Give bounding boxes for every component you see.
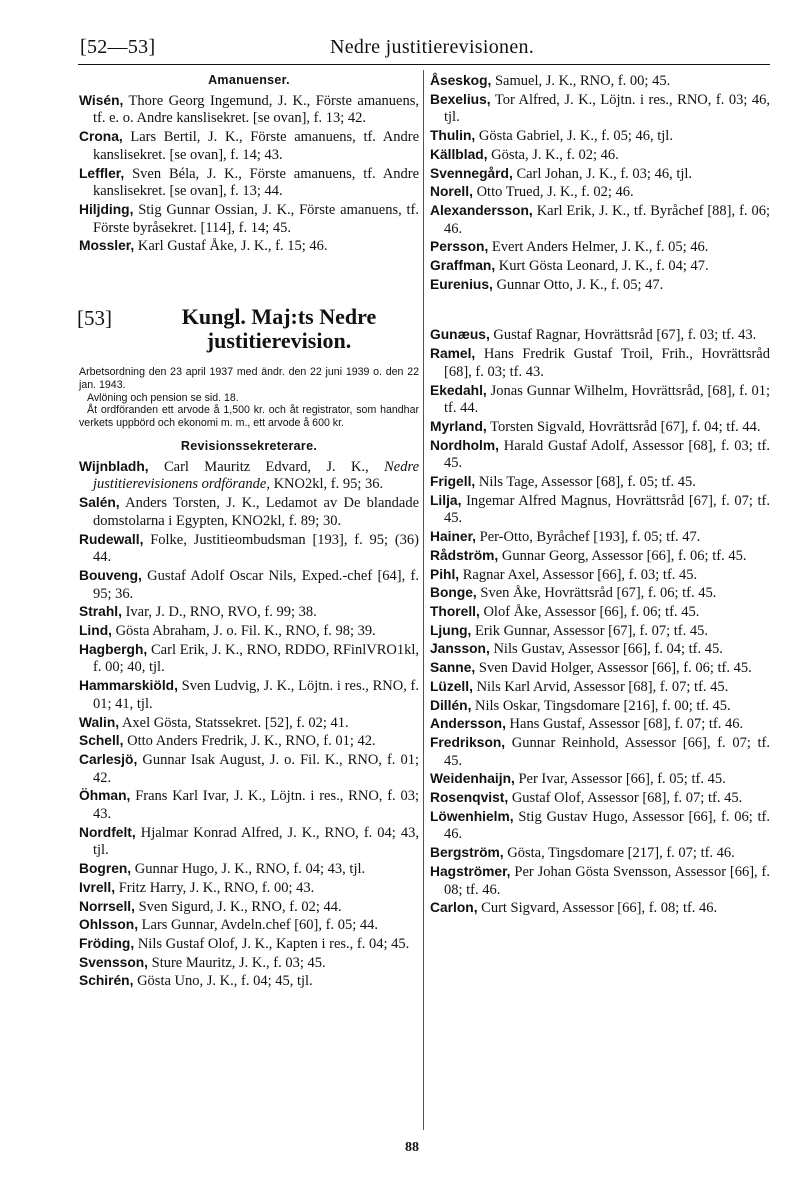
list-item bbox=[79, 128, 419, 164]
entry-name: Myrland, bbox=[430, 418, 487, 434]
entry-text: Harald Gustaf Adolf, Assessor [68], f. 03; tf. 45. bbox=[444, 437, 770, 472]
entry-name: Lüzell, bbox=[430, 678, 473, 694]
entry-text: Anders Torsten, J. K., Ledamot av De blandade domstolarna i Egypten, KNO2kl, f. 89; 30. bbox=[93, 495, 420, 529]
entry-name: Norell, bbox=[430, 184, 473, 200]
entry-name: Ljung, bbox=[430, 622, 472, 638]
list-item bbox=[430, 863, 770, 899]
list-item bbox=[430, 734, 770, 770]
entry-name: Hagströmer, bbox=[430, 863, 511, 879]
list-item bbox=[79, 787, 419, 823]
section-heading-revisionssekreterare: Revisionssekreterare. bbox=[180, 439, 318, 454]
left-column bbox=[79, 72, 419, 991]
list-item bbox=[79, 954, 419, 973]
entry-name: Fröding, bbox=[79, 936, 135, 951]
list-item bbox=[79, 603, 419, 622]
entry-name: Ivrell, bbox=[79, 879, 116, 895]
entry-name: Persson, bbox=[430, 239, 489, 255]
entry-text: Erik Gunnar, Assessor [67], f. 07; tf. 45. bbox=[475, 622, 709, 639]
list-item bbox=[430, 345, 770, 381]
list-item bbox=[79, 494, 419, 530]
entry-text: Ragnar Axel, Assessor [66], f. 03; tf. 45. bbox=[462, 566, 698, 583]
list-item bbox=[430, 382, 770, 418]
entry-text: Olof Åke, Assessor [66], f. 06; tf. 45. bbox=[483, 603, 700, 620]
entry-text: Gunnar Reinhold, Assessor [66], f. 07; tf. 45. bbox=[444, 734, 770, 769]
list-item bbox=[79, 641, 419, 677]
entry-text: Nils Tage, Assessor [68], f. 05; tf. 45. bbox=[478, 474, 696, 491]
entry-text: Carl Johan, J. K., f. 03; 46, tjl. bbox=[516, 165, 693, 182]
entry-name: Pihl, bbox=[430, 566, 460, 582]
entry-name: Mossler, bbox=[79, 238, 135, 254]
entry-text: Karl Gustaf Åke, J. K., f. 15; 46. bbox=[137, 238, 328, 255]
entry-name: Carlesjö, bbox=[79, 751, 138, 767]
entry-name: Ekedahl, bbox=[430, 382, 487, 398]
list-item bbox=[430, 770, 770, 789]
list-item bbox=[430, 146, 770, 165]
entry-text: Sven Béla, J. K., Förste amanuens, tf. Andre kanslisekret. [se ovan], f. 13; 44. bbox=[93, 165, 420, 200]
list-item bbox=[430, 492, 770, 528]
entry-name: Weidenhaijn, bbox=[430, 771, 515, 787]
entry-text: Jonas Gunnar Wilhelm, Hovrättsråd, [68], f. 01; tf. 44. bbox=[444, 382, 770, 417]
list-item bbox=[430, 659, 770, 678]
list-item bbox=[430, 584, 770, 603]
entry-name: Hiljding, bbox=[79, 201, 134, 217]
entry-text: Tor Alfred, J. K., Löjtn. i res., RNO, f. 03; 46, tjl. bbox=[444, 91, 770, 126]
entry-name: Alexandersson, bbox=[430, 202, 533, 218]
entry-text: Otto Anders Fredrik, J. K., RNO, f. 01; 42. bbox=[127, 733, 376, 750]
entry-name: Wisén, bbox=[79, 92, 124, 108]
entry-name: Svennegård, bbox=[430, 165, 513, 181]
entry-text: Nils Gustav, Assessor [66], f. 04; tf. 45. bbox=[493, 641, 723, 658]
right-column bbox=[430, 72, 770, 918]
entry-text: Carl Erik, J. K., RNO, RDDO, RFinlVRO1kl, f. 00; 40, tjl. bbox=[93, 641, 419, 676]
entry-name: Andersson, bbox=[430, 716, 506, 732]
entry-name: Svensson, bbox=[79, 954, 149, 970]
entry-text: Sven Åke, Hovrättsråd [67], f. 06; tf. 45. bbox=[480, 585, 717, 602]
list-item bbox=[430, 202, 770, 238]
entry-text: Folke, Justitieombudsman [193], f. 95; (36) 44. bbox=[93, 531, 420, 566]
right-upper-list bbox=[430, 72, 770, 294]
entry-text: Hjalmar Konrad Alfred, J. K., RNO, f. 04; 43, tjl. bbox=[93, 824, 419, 859]
entry-name: Carlon, bbox=[430, 900, 478, 916]
entry-text: Gustaf Ragnar, Hovrättsråd [67], f. 03; tf. 43. bbox=[493, 327, 757, 344]
page-header bbox=[80, 36, 770, 62]
list-item bbox=[79, 824, 419, 860]
page-number: 88 bbox=[405, 1140, 419, 1155]
entry-name: Graffman, bbox=[430, 258, 496, 274]
entry-name: Nordfelt, bbox=[79, 824, 136, 840]
list-item bbox=[79, 237, 419, 256]
entry-text: Gustaf Adolf Oscar Nils, Exped.-chef [64], f. 95; 36. bbox=[93, 567, 419, 602]
entry-name: Bergström, bbox=[430, 845, 504, 861]
entry-name: Bonge, bbox=[430, 585, 477, 601]
note-arbetsordning: Arbetsordning den 23 april 1937 med ändr. den 22 juni 1939 o. den 22 jan. 1943. bbox=[79, 366, 419, 391]
entry-name: Ohlsson, bbox=[79, 917, 139, 933]
entry-name: Salén, bbox=[79, 495, 120, 511]
list-item bbox=[430, 808, 770, 844]
note-arvode: Åt ordföranden ett arvode å 1,500 kr. och åt registrator, som handhar verkets uppbörd och ekonomi m. m., ett arvode å 600 kr. bbox=[79, 404, 419, 430]
entry-name: Sanne, bbox=[430, 660, 476, 676]
list-item bbox=[430, 622, 770, 641]
section-title bbox=[79, 302, 419, 366]
entry-name: Öhman, bbox=[79, 788, 131, 804]
list-item bbox=[79, 860, 419, 879]
entry-text: Ingemar Alfred Magnus, Hovrättsråd [67], f. 07; tf. 45. bbox=[444, 492, 770, 527]
entry-italic: Nedre justitierevisionens ordförande, bbox=[93, 458, 420, 493]
entry-name: Dillén, bbox=[430, 697, 472, 713]
entry-name: Leffler, bbox=[79, 165, 125, 181]
entry-name: Lind, bbox=[79, 623, 112, 639]
list-item bbox=[430, 238, 770, 257]
entry-text: Gunnar Otto, J. K., f. 05; 47. bbox=[496, 276, 664, 293]
entry-name: Crona, bbox=[79, 129, 123, 145]
entry-name: Nordholm, bbox=[430, 437, 499, 453]
list-item bbox=[79, 972, 419, 991]
entry-text: Gunnar Isak August, J. o. Fil. K., RNO, f. 01; 42. bbox=[93, 751, 420, 786]
entry-name: Ramel, bbox=[430, 346, 476, 362]
entry-name: Jansson, bbox=[430, 641, 490, 657]
entry-name: Rudewall, bbox=[79, 531, 144, 547]
entry-text: Fritz Harry, J. K., RNO, f. 00; 43. bbox=[118, 879, 315, 896]
list-item bbox=[430, 528, 770, 547]
entry-text: Curt Sigvard, Assessor [66], f. 08; tf. 46. bbox=[481, 900, 718, 917]
list-item bbox=[430, 418, 770, 437]
page-range: [52—53] bbox=[80, 36, 156, 58]
list-item bbox=[79, 916, 419, 935]
revisionssekreterare-list bbox=[79, 494, 419, 991]
entry-text: Per Ivar, Assessor [66], f. 05; tf. 45. bbox=[518, 771, 726, 788]
entry-text: Nils Gustaf Olof, J. K., Kapten i res., f. 04; 45. bbox=[137, 936, 410, 952]
entry-name: Hagbergh, bbox=[79, 641, 148, 657]
entry-text: Gösta Uno, J. K., f. 04; 45, tjl. bbox=[137, 973, 313, 990]
entry-name: Bogren, bbox=[79, 861, 132, 877]
entry-text: KNO2kl, f. 95; 36. bbox=[273, 476, 384, 493]
entry-text: Gösta Abraham, J. o. Fil. K., RNO, f. 98; 39. bbox=[115, 623, 376, 640]
entry-name: Lilja, bbox=[430, 492, 462, 508]
entry-name: Löwenhielm, bbox=[430, 808, 514, 824]
entry-text: Nils Oskar, Tingsdomare [216], f. 00; tf. 45. bbox=[475, 697, 731, 714]
running-title: Nedre justitierevisionen. bbox=[330, 36, 535, 58]
list-item bbox=[79, 751, 419, 787]
list-item bbox=[79, 714, 419, 733]
entry-name: Åseskog, bbox=[430, 73, 492, 88]
list-item bbox=[79, 732, 419, 751]
section-title-line2: justitierevision. bbox=[206, 328, 352, 354]
list-item bbox=[430, 72, 770, 91]
list-item bbox=[430, 547, 770, 566]
entry-name: Wijnbladh, bbox=[79, 458, 149, 474]
entry-text: Lars Bertil, J. K., Förste amanuens, tf. Andre kanslisekret. [se ovan], f. 14; 43. bbox=[93, 129, 419, 163]
entry-text: Sven David Holger, Assessor [66], f. 06; tf. 45. bbox=[478, 660, 752, 677]
list-item bbox=[79, 92, 419, 128]
entry-name: Strahl, bbox=[79, 604, 122, 620]
entry-name: Bouveng, bbox=[79, 567, 142, 583]
entry-text: Per-Otto, Byråchef [193], f. 05; tf. 47. bbox=[479, 529, 701, 546]
column-divider bbox=[423, 70, 424, 1130]
list-item bbox=[79, 898, 419, 917]
entry-text: Carl Mauritz Edvard, J. K., bbox=[163, 458, 369, 475]
entry-name: Hainer, bbox=[430, 529, 477, 545]
list-item bbox=[430, 276, 770, 295]
list-item bbox=[430, 715, 770, 734]
entry-text: Thore Georg Ingemund, J. K., Förste amanuens, tf. e. o. Andre kanslisekret. [se ovan], f. 13; 42. bbox=[93, 92, 419, 127]
list-item bbox=[430, 257, 770, 276]
entry-text: Gösta, J. K., f. 02; 46. bbox=[491, 146, 619, 163]
list-item bbox=[430, 183, 770, 202]
entry-text: Sture Mauritz, J. K., f. 03; 45. bbox=[151, 954, 326, 971]
list-item bbox=[430, 640, 770, 659]
entry-text: Otto Trued, J. K., f. 02; 46. bbox=[476, 184, 634, 201]
amanuenser-list bbox=[79, 92, 419, 256]
entry-text: Gösta Gabriel, J. K., f. 05; 46, tjl. bbox=[478, 128, 673, 145]
list-item bbox=[430, 473, 770, 492]
list-item bbox=[79, 458, 419, 494]
entry-name: Norrsell, bbox=[79, 898, 135, 914]
entry-name: Rådström, bbox=[430, 547, 499, 563]
list-item bbox=[430, 789, 770, 808]
entry-name: Schirén, bbox=[79, 973, 134, 989]
entry-text: Nils Karl Arvid, Assessor [68], f. 07; tf. 45. bbox=[476, 678, 729, 695]
list-item bbox=[79, 622, 419, 641]
list-item bbox=[79, 165, 419, 201]
entry-text: Stig Gustav Hugo, Assessor [66], f. 06; tf. 46. bbox=[444, 808, 770, 843]
list-item bbox=[79, 879, 419, 898]
list-item bbox=[79, 531, 419, 567]
entry-text: Per Johan Gösta Svensson, Assessor [66], f. 08; tf. 46. bbox=[444, 863, 771, 898]
entry-text: Karl Erik, J. K., tf. Byråchef [88], f. 06; 46. bbox=[444, 202, 770, 237]
entry-name: Rosenqvist, bbox=[430, 790, 509, 806]
entry-name: Gunæus, bbox=[430, 327, 490, 343]
entry-name: Thorell, bbox=[430, 603, 480, 619]
entry-text: Sven Sigurd, J. K., RNO, f. 02; 44. bbox=[138, 898, 342, 915]
entry-text: Frans Karl Ivar, J. K., Löjtn. i res., RNO, f. 03; 43. bbox=[93, 788, 420, 823]
list-item bbox=[430, 91, 770, 127]
entry-text: Evert Anders Helmer, J. K., f. 05; 46. bbox=[491, 239, 709, 256]
entry-text: Gustaf Olof, Assessor [68], f. 07; tf. 45. bbox=[511, 790, 743, 807]
entry-name: Schell, bbox=[79, 733, 124, 749]
list-item bbox=[430, 127, 770, 146]
entry-name: Eurenius, bbox=[430, 276, 493, 292]
list-item bbox=[430, 165, 770, 184]
entry-name: Frigell, bbox=[430, 474, 476, 490]
list-item bbox=[430, 844, 770, 863]
list-item bbox=[79, 677, 419, 713]
entry-text: Gunnar Georg, Assessor [66], f. 06; tf. 45. bbox=[501, 547, 747, 564]
entry-text: Gösta, Tingsdomare [217], f. 07; tf. 46. bbox=[507, 845, 735, 862]
section-title-line1: Kungl. Maj:ts Nedre bbox=[181, 304, 377, 330]
list-item bbox=[430, 437, 770, 473]
entry-text: Kurt Gösta Leonard, J. K., f. 04; 47. bbox=[498, 258, 709, 275]
list-item bbox=[430, 697, 770, 716]
entry-text: Sven Ludvig, J. K., Löjtn. i res., RNO, f. 01; 41, tjl. bbox=[93, 678, 420, 712]
right-lower-list bbox=[430, 326, 770, 918]
entry-text: Axel Gösta, Statssekret. [52], f. 02; 41. bbox=[121, 714, 349, 731]
entry-text: Hans Gustaf, Assessor [68], f. 07; tf. 46. bbox=[509, 716, 744, 733]
entry-name: Fredrikson, bbox=[430, 734, 506, 750]
entry-name: Thulin, bbox=[430, 128, 476, 144]
entry-text: Samuel, J. K., RNO, f. 00; 45. bbox=[494, 73, 671, 89]
list-item bbox=[430, 326, 770, 345]
section-heading-amanuenser: Amanuenser. bbox=[208, 73, 290, 87]
entry-text: Gunnar Hugo, J. K., RNO, f. 04; 43, tjl. bbox=[134, 861, 366, 878]
entry-name: Källblad, bbox=[430, 146, 488, 162]
list-item bbox=[79, 201, 419, 237]
section-number: [53] bbox=[77, 306, 112, 331]
list-item bbox=[430, 603, 770, 622]
header-rule bbox=[78, 64, 770, 65]
list-item bbox=[430, 899, 770, 918]
list-item bbox=[430, 566, 770, 585]
entry-name: Hammarskiöld, bbox=[79, 678, 178, 694]
list-item bbox=[79, 567, 419, 603]
list-item bbox=[430, 678, 770, 697]
note-avloning: Avlöning och pension se sid. 18. bbox=[87, 391, 239, 404]
entry-text: Torsten Sigvald, Hovrättsråd [67], f. 04; tf. 44. bbox=[490, 418, 761, 435]
entry-text: Lars Gunnar, Avdeln.chef [60], f. 05; 44. bbox=[141, 917, 378, 934]
entry-name: Bexelius, bbox=[430, 91, 491, 107]
list-item bbox=[79, 935, 419, 954]
entry-text: Ivar, J. D., RNO, RVO, f. 99; 38. bbox=[125, 604, 317, 621]
entry-text: Hans Fredrik Gustaf Troil, Frih., Hovrättsråd [68], f. 03; tf. 43. bbox=[444, 346, 770, 380]
entry-name: Walin, bbox=[79, 714, 120, 730]
entry-text: Stig Gunnar Ossian, J. K., Förste amanuens, tf. Förste byråsekret. [114], f. 14; 45. bbox=[93, 201, 420, 236]
